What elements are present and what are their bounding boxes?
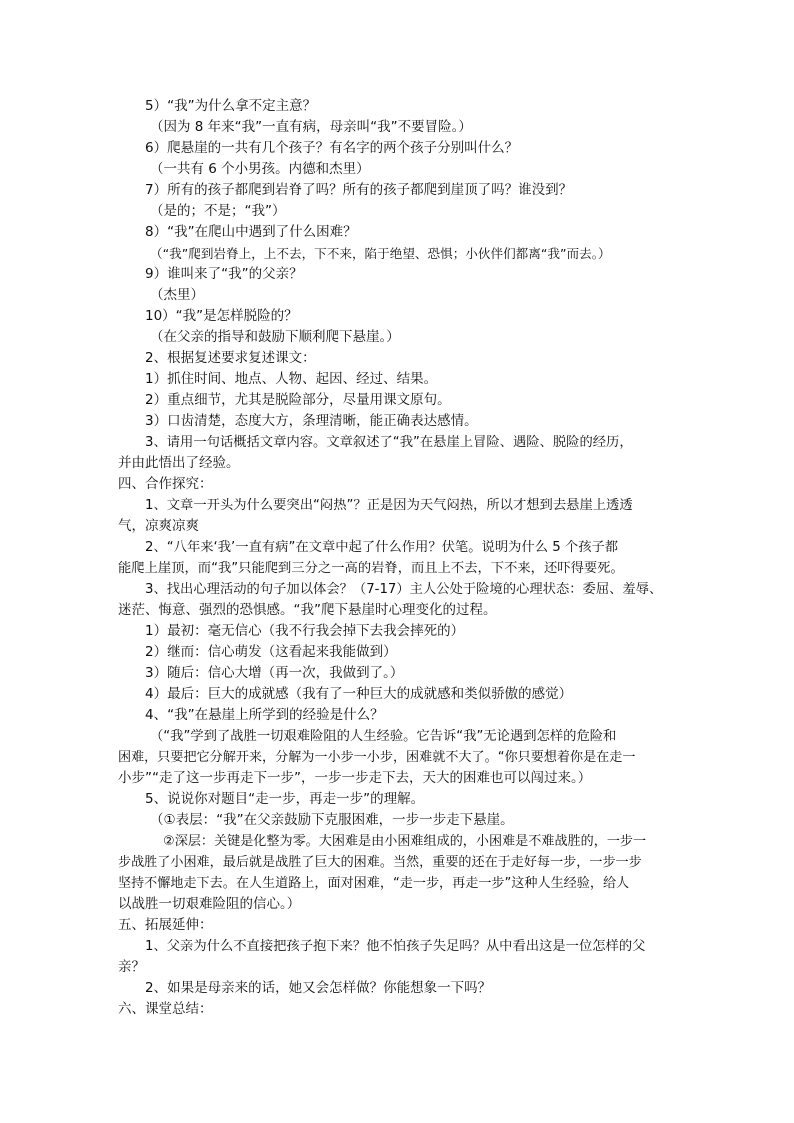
stage-4: 4）最后：巨大的成就感（我有了一种巨大的成就感和类似骄傲的感觉） [145,686,573,702]
retell-item-1: 1）抓住时间、地点、人物、起因、经过、结果。 [145,371,438,387]
extend-1-line-1: 1、父亲为什么不直接把孩子抱下来？他不怕孩子失足吗？从中看出这是一位怎样的父 [145,939,646,954]
explore-5-deep-line-4: 以战胜一切艰难险阻的信心。） [118,896,301,912]
question-9: 9）谁叫来了“我”的父亲？ [145,266,303,282]
explore-1-line-1: 1、文章一开头为什么要突出“闷热”？正是因为天气闷热，所以才想到去悬崖上透透 [145,498,633,513]
stage-1: 1）最初：毫无信心（我不行我会掉下去我会摔死的） [145,623,465,639]
question-5: 5）“我”为什么拿不定主意？ [145,98,317,114]
explore-4-answer-line-2: 困难，只要把它分解开来，分解为一小步一小步，困难就不大了。“你只要想着你是在走一 [118,750,636,765]
explore-2-line-2: 能爬上崖顶，而“我”只能爬到三分之一高的岩脊，而且上不去，下不来，还吓得要死。 [118,561,624,576]
explore-5-question: 5、说说你对题目“走一步，再走一步”的理解。 [145,791,425,807]
explore-3-line-2: 迷茫、悔意、强烈的恐惧感。“我”爬下悬崖时心理变化的过程。 [118,602,497,618]
summary-line-2: 并由此悟出了经验。 [118,455,240,471]
retell-heading: 2、根据复述要求复述课文： [145,350,316,366]
answer-9: （杰里） [150,287,204,303]
extend-1-line-2: 亲？ [118,959,145,975]
retell-item-3: 3）口齿清楚，态度大方，条理清晰，能正确表达感情。 [145,413,478,429]
answer-8: （“我”爬到岩脊上，上不去，下不来，陷于绝望、恐惧；小伙伴们都离“我”而去。） [150,246,611,261]
explore-4-answer-line-3: 小步”“走了这一步再走下一步”，一步一步走下去，天大的困难也可以闯过来。） [118,770,592,786]
stage-2: 2）继而：信心萌发（这看起来我能做到） [145,644,397,660]
answer-5: （因为 8 年来“我”一直有病，母亲叫“我”不要冒险。） [150,119,472,135]
question-6: 6）爬悬崖的一共有几个孩子？有名字的两个孩子分别叫什么？ [145,140,519,156]
explore-4-answer-line-1: （“我”学到了战胜一切艰难险阻的人生经验。它告诉“我”无论遇到怎样的危险和 [150,729,617,744]
explore-3-line-1: 3、找出心理活动的句子加以体会？（7-17）主人公处于险境的心理状态：委屈、羞辱、 [145,582,663,597]
explore-5-deep-line-3: 坚持不懈地走下去。在人生道路上，面对困难，“走一步，再走一步”这种人生经验，给人 [118,876,630,891]
question-8: 8）“我”在爬山中遇到了什么困难？ [145,224,357,240]
answer-10: （在父亲的指导和鼓励下顺利爬下悬崖。） [150,329,400,345]
stage-3: 3）随后：信心大增（再一次，我做到了。） [145,665,404,681]
explore-5-deep-line-2: 步战胜了小困难，最后就是战胜了巨大的困难。当然，重要的还在于走好每一步，一步一步 [118,855,642,870]
summary-line-1: 3、请用一句话概括文章内容。文章叙述了“我”在悬崖上冒险、遇险、脱险的经历， [145,435,633,450]
section-5-heading: 五、拓展延伸： [118,917,213,933]
extend-2: 2、如果是母亲来的话，她又会怎样做？你能想象一下吗？ [145,980,492,996]
answer-7: （是的；不是；“我”） [150,203,286,219]
explore-1-line-2: 气，凉爽凉爽 [118,518,199,534]
question-7: 7）所有的孩子都爬到岩脊了吗？所有的孩子都爬到崖顶了吗？谁没到？ [145,182,573,198]
answer-6: （一共有 6 个小男孩。内德和杰里） [150,161,370,177]
section-4-heading: 四、合作探究： [118,476,213,492]
explore-5-deep-line-1: ②深层：关键是化整为零。大困难是由小困难组成的，小困难是不难战胜的，一步一 [163,834,647,849]
retell-item-2: 2）重点细节，尤其是脱险部分，尽量用课文原句。 [145,392,451,408]
explore-2-line-1: 2、“八年来‘我’一直有病”在文章中起了什么作用？伏笔。说明为什么 5 个孩子都 [145,540,619,555]
section-6-heading: 六、课堂总结： [118,1001,213,1017]
explore-5-surface: （①表层：“我”在父亲鼓励下克服困难，一步一步走下悬崖。 [150,812,514,828]
question-10: 10）“我”是怎样脱险的？ [145,308,298,324]
explore-4-question: 4、“我”在悬崖上所学到的经验是什么？ [145,707,384,723]
